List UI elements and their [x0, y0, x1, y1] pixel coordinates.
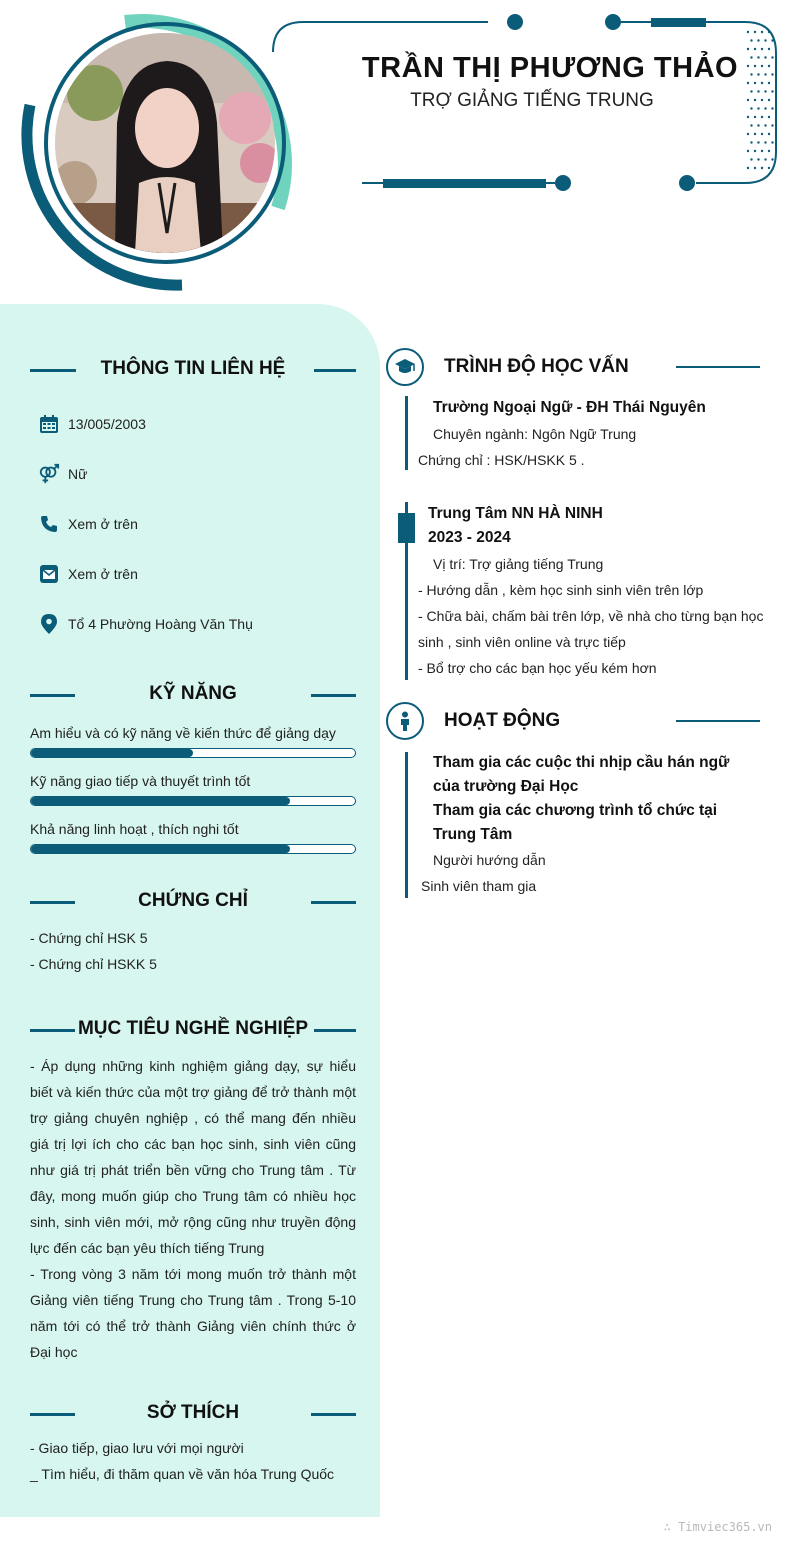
activity-item: Tham gia các chương trình tổ chức tại Trung Tâm	[433, 802, 718, 843]
contact-phone: Xem ở trên	[38, 512, 358, 536]
graduation-cap-icon	[386, 348, 424, 386]
certificate-item: - Chứng chỉ HSKK 5	[30, 956, 157, 972]
experience-duty: - Bổ trợ cho các bạn học yếu kém hơn	[418, 660, 657, 676]
candidate-role: TRỢ GIẢNG TIẾNG TRUNG	[410, 90, 654, 111]
activity-item: Tham gia các cuộc thi nhịp cầu hán ngữ của trường Đại Học	[433, 754, 730, 795]
contact-section-title: THÔNG TIN LIÊN HỆ	[30, 357, 356, 383]
contact-address: Tổ 4 Phường Hoàng Văn Thụ	[38, 612, 358, 636]
hobby-item: - Giao tiếp, giao lưu với mọi người	[30, 1440, 244, 1456]
contact-birthday: 13/005/2003	[38, 412, 358, 436]
activity-role: Sinh viên tham gia	[421, 878, 537, 894]
watermark: ∴ Timviec365.vn	[663, 1520, 772, 1534]
calendar-icon	[38, 413, 60, 435]
email-icon	[38, 563, 60, 585]
timeline-line	[405, 396, 408, 470]
objective-paragraph: - Áp dụng những kinh nghiệm giảng dạy, sự hiểu biết và kiến thức của một trợ giảng để trở thành một trợ giảng chuyên nghiệp , có thể mang đến nhiều giá trị lợi ích cho các bạn học sinh, sinh viên cũng như giá trị phát triển bền vững cho Trung tâm . Từ đây, mong muốn giúp cho Trung tâm có nhiều học sinh, sinh viên mới, mở rộng cũng như truyền động lực đến các bạn yêu thích tiếng Trung	[30, 1058, 356, 1256]
left-panel	[0, 304, 380, 1517]
experience-position: Vị trí: Trợ giảng tiếng Trung	[433, 556, 604, 572]
location-icon	[38, 613, 60, 635]
skill-label: Khả năng linh hoạt , thích nghi tốt	[30, 821, 239, 837]
skill-bar	[30, 844, 356, 854]
education-school: Trường Ngoại Ngữ - ĐH Thái Nguyên	[433, 399, 706, 416]
skill-bar	[30, 748, 356, 758]
timeline-line	[405, 752, 408, 898]
contact-email: Xem ở trên	[38, 562, 358, 586]
activities-section-title: HOẠT ĐỘNG	[386, 702, 760, 742]
experience-period: 2023 - 2024	[428, 529, 511, 546]
hobby-item: _ Tìm hiểu, đi thăm quan về văn hóa Trung Quốc	[30, 1466, 335, 1482]
education-major: Chuyên ngành: Ngôn Ngữ Trung	[433, 426, 637, 442]
hobbies-section-title: SỞ THÍCH	[30, 1401, 356, 1427]
objective-paragraph: - Trong vòng 3 năm tới mong muốn trở thành một Giảng viên tiếng Trung cho Trung tâm . Trong 5-10 năm tới có thể trở thành Giảng viên chính thức ở Đại học	[30, 1266, 356, 1360]
experience-duty: - Hướng dẫn , kèm học sinh sinh viên trên lớp	[418, 582, 704, 598]
skill-fill	[31, 797, 290, 805]
education-section-title: TRÌNH ĐỘ HỌC VẤN	[386, 348, 760, 388]
skill-bar	[30, 796, 356, 806]
gender-icon	[38, 463, 60, 485]
objective-section-title: MỤC TIÊU NGHỀ NGHIỆP	[30, 1017, 356, 1043]
skills-section-title: KỸ NĂNG	[30, 682, 356, 708]
certificates-section-title: CHỨNG CHỈ	[30, 889, 356, 915]
timeline-marker	[398, 513, 415, 543]
education-certificate: Chứng chỉ : HSK/HSKK 5 .	[418, 452, 585, 468]
person-icon	[386, 702, 424, 740]
candidate-name: TRẦN THỊ PHƯƠNG THẢO	[361, 52, 739, 84]
experience-duty: - Chữa bài, chấm bài trên lớp, về nhà cho từng bạn học	[418, 608, 764, 624]
cv-header	[0, 0, 800, 300]
skill-fill	[31, 749, 193, 757]
skill-label: Am hiểu và có kỹ năng về kiến thức để giảng dạy	[30, 725, 336, 741]
contact-gender: Nữ	[38, 462, 358, 486]
skill-label: Kỹ năng giao tiếp và thuyết trình tốt	[30, 773, 251, 789]
skill-fill	[31, 845, 290, 853]
experience-company: Trung Tâm NN HÀ NINH	[428, 505, 603, 522]
phone-icon	[38, 513, 60, 535]
certificate-item: - Chứng chỉ HSK 5	[30, 930, 148, 946]
avatar	[55, 33, 275, 253]
activity-role: Người hướng dẫn	[433, 852, 546, 868]
experience-duty: sinh , sinh viên online và trực tiếp	[418, 634, 626, 650]
